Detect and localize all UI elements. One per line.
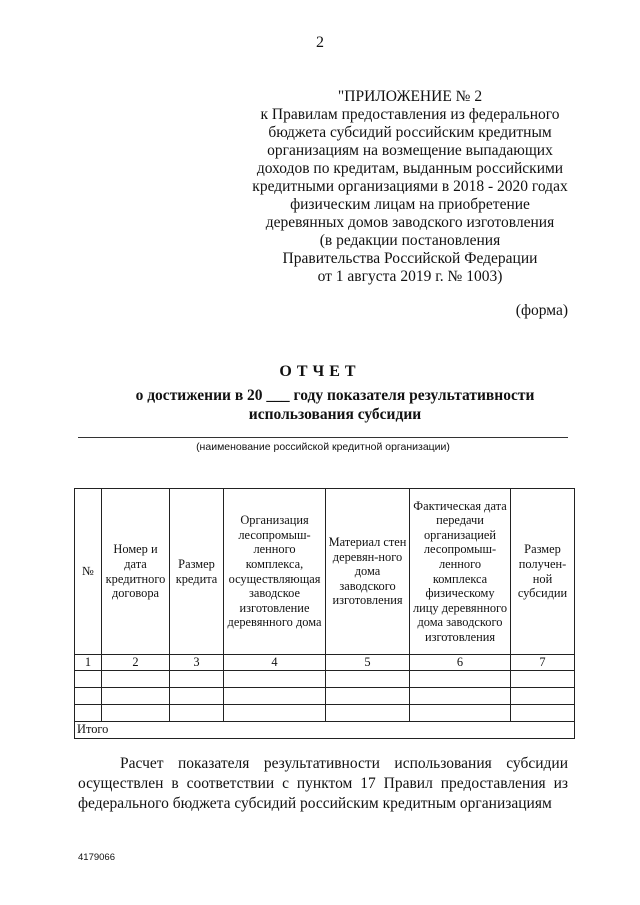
table-cell[interactable] [75, 704, 102, 721]
page-number: 2 [316, 34, 324, 51]
column-number: 3 [170, 655, 224, 671]
report-subtitle [100, 386, 570, 424]
table-cell[interactable] [326, 687, 410, 704]
appendix-line: Правительства Российской Федерации [282, 250, 538, 267]
column-number: 5 [326, 655, 410, 671]
table-header-row [75, 489, 575, 655]
table-cell[interactable] [410, 704, 511, 721]
col-header-number: № [75, 489, 102, 655]
table-cell[interactable] [170, 687, 224, 704]
table-cell[interactable] [170, 704, 224, 721]
table-cell[interactable] [170, 670, 224, 687]
table-total-row [75, 721, 575, 738]
org-name-caption: (наименование российской кредитной организации) [196, 441, 450, 453]
col-header-contract: Номер и дата кредитного договора [102, 489, 170, 655]
table-column-numbers-row [75, 655, 575, 671]
appendix-line: деревянных домов заводского изготовления [265, 214, 555, 231]
column-number: 1 [75, 655, 102, 671]
table-cell[interactable] [326, 670, 410, 687]
report-title: ОТЧЕТ [279, 363, 361, 380]
report-subtitle-line: использования субсидии [248, 406, 422, 423]
column-number: 6 [410, 655, 511, 671]
column-number: 2 [102, 655, 170, 671]
appendix-line: от 1 августа 2019 г. № 1003) [317, 268, 503, 285]
col-header-transfer-date: Фактическая дата передачи организацией лесопромыш-ленного комплекса физическому лицу деревянного дома заводского изготовления [410, 489, 511, 655]
document-code: 4179066 [78, 852, 115, 863]
column-number: 4 [224, 655, 326, 671]
table-cell[interactable] [511, 670, 575, 687]
table-cell[interactable] [511, 704, 575, 721]
appendix-line: бюджета субсидий российским кредитным [268, 124, 552, 141]
table-cell[interactable] [102, 687, 170, 704]
appendix-line: физическим лицам на приобретение [290, 196, 530, 213]
org-name-field[interactable] [78, 437, 568, 438]
appendix-title: "ПРИЛОЖЕНИЕ № 2 [337, 88, 483, 105]
col-header-subsidy-amount: Размер получен-ной субсидии [511, 489, 575, 655]
col-header-organization: Организация лесопромыш-ленного комплекса, осуществляющая заводское изготовление деревянного дома [224, 489, 326, 655]
column-number: 7 [511, 655, 575, 671]
table-cell[interactable] [75, 670, 102, 687]
table-cell[interactable] [75, 687, 102, 704]
total-label: Итого [75, 721, 575, 738]
table-cell[interactable] [224, 670, 326, 687]
table-row [75, 670, 575, 687]
calculation-text: Расчет показателя результативности использования субсидии осуществлен в соответствии с пунктом 17 Правил предоставления из федерального бюджета субсидий российским кредитным организациям [78, 755, 568, 812]
table-cell[interactable] [102, 670, 170, 687]
table-cell[interactable] [326, 704, 410, 721]
table-cell[interactable] [511, 687, 575, 704]
appendix-line: (в редакции постановления [319, 232, 501, 249]
report-table [74, 488, 575, 739]
appendix-line: организациям на возмещение выпадающих [267, 142, 553, 159]
table-cell[interactable] [224, 704, 326, 721]
col-header-credit-amount: Размер кредита [170, 489, 224, 655]
table-cell[interactable] [224, 687, 326, 704]
appendix-line: к Правилам предоставления из федерального [260, 106, 560, 123]
appendix-line: кредитными организациями в 2018 - 2020 годах [252, 178, 568, 195]
table-cell[interactable] [410, 670, 511, 687]
appendix-line: доходов по кредитам, выданным российскими [256, 160, 564, 177]
table-cell[interactable] [102, 704, 170, 721]
appendix-header [240, 88, 580, 286]
table-cell[interactable] [410, 687, 511, 704]
table-row [75, 687, 575, 704]
calculation-paragraph [78, 754, 568, 814]
form-label: (форма) [515, 302, 568, 319]
report-subtitle-line: о достижении в 20 ___ году показателя результативности [135, 387, 535, 404]
col-header-wall-material: Материал стен деревян-ного дома заводского изготовления [326, 489, 410, 655]
table-row [75, 704, 575, 721]
